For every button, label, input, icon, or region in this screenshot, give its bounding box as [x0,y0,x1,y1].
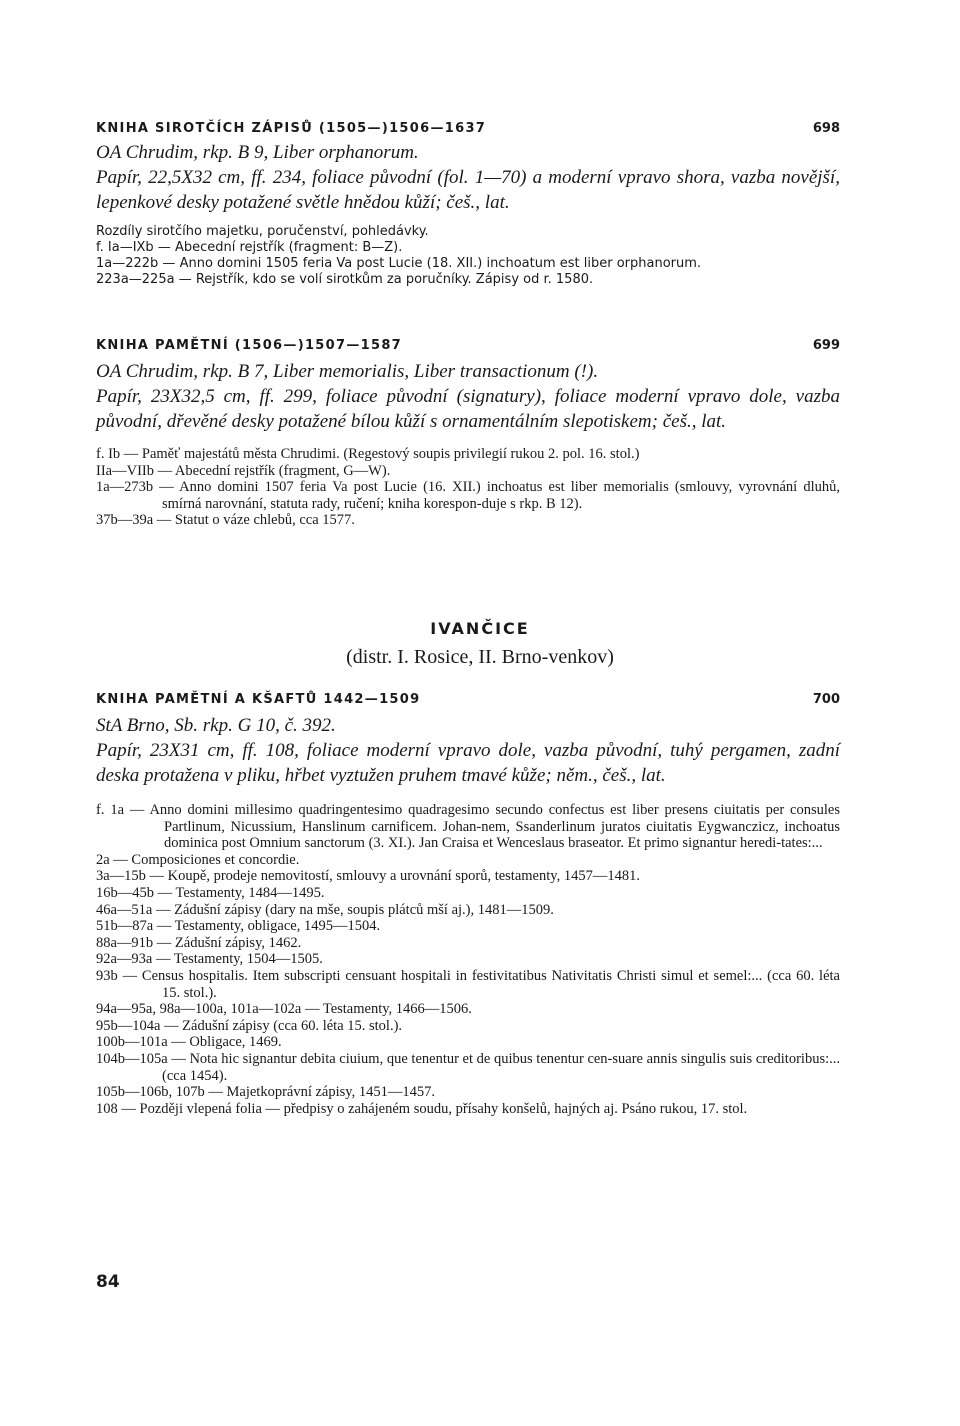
physical-description: Papír, 22,5X32 cm, ff. 234, foliace původní (fol. 1—70) a moderní vpravo shora, vazba novější, lepenkové desky potažené světle hnědou kůží; češ., lat. [96,167,840,213]
archive-reference: OA Chrudim, rkp. B 7, Liber memorialis, Liber transactionum (!). [96,361,599,382]
entry-title: KNIHA SIROTČÍCH ZÁPISŮ (1505—)1506—1637 [96,121,487,136]
archive-reference: StA Brno, Sb. rkp. G 10, č. 392. [96,715,336,736]
entry-heading [96,121,840,136]
entry-description [96,359,840,434]
place-district: (distr. I. Rosice, II. Brno-venkov) [346,646,614,668]
entry-heading [96,338,840,353]
content-line: f. 1a — Anno domini millesimo quadringentesimo quadragesimo secundo confectus est liber presens ciuitatis per consules Partlinum, Nicussium, Hanslinum carnificem. Johan-nem, Ssanderlinum juratos ciuitatis Eygwanczicz, inchoatus dominica post Omnium sanctorum (3. XI.). Jan Craisa et Wenceslaus braseator. Et primo signantur heredi-tates:... [96,802,840,852]
entry-heading [96,692,840,707]
physical-description: Papír, 23X32,5 cm, ff. 299, foliace původní (signatury), foliace moderní vpravo dole, vazba původní, dřevěné desky potažené bílou kůží s ornamentálním slepotiskem; češ., lat. [96,386,840,432]
content-line: 105b—106b, 107b — Majetkoprávní zápisy, 1451—1457. [96,1084,435,1101]
entry-number: 698 [812,121,840,136]
entry-number: 699 [812,338,840,353]
content-line: 2a — Composiciones et concordie. [96,851,300,868]
entry-700 [96,692,840,1117]
place-title: IVANČICE [430,619,530,638]
content-line: 3a—15b — Koupě, prodeje nemovitostí, smlouvy a urovnání sporů, testamenty, 1457—1481. [96,868,640,885]
entry-title: KNIHA PAMĚTNÍ (1506—)1507—1587 [96,338,403,353]
physical-description: Papír, 23X31 cm, ff. 108, foliace moderní vpravo dole, vazba původní, tuhý pergamen, zadní deska protažena v pliku, hřbet vyztužen pruhem tmavé kůže; něm., češ., lat. [96,740,840,786]
entry-number: 700 [812,692,840,707]
entry-contents [96,802,840,1117]
entry-699 [96,338,840,529]
content-line: 46a—51a — Zádušní zápisy (dary na mše, soupis plátců mší aj.), 1481—1509. [96,901,554,918]
content-line: Rozdíly sirotčího majetku, poručenství, pohledávky. [96,224,429,239]
content-line: 223a—225a — Rejstřík, kdo se volí sirotkům za poručníky. Zápisy od r. 1580. [96,272,594,287]
content-line: 92a—93a — Testamenty, 1504—1505. [96,951,323,968]
entry-698 [96,121,840,288]
entry-title: KNIHA PAMĚTNÍ A KŠAFTŮ 1442—1509 [96,692,421,707]
content-line: 108 — Později vlepená folia — předpisy o zahájeném soudu, přísahy konšelů, hajných aj. Psáno rukou, 17. stol. [96,1100,748,1117]
content-line: 93b — Census hospitalis. Item subscripti censuant hospitali in festivitatibus Nativitatis Christi simul et semel:... (cca 60. léta 15. stol.). [96,967,840,1001]
entry-contents [96,446,840,529]
page-number: 84 [96,1272,120,1292]
content-line: 95b—104a — Zádušní zápisy (cca 60. léta 15. stol.). [96,1017,403,1034]
archive-reference: OA Chrudim, rkp. B 9, Liber orphanorum. [96,142,419,163]
content-line: 100b—101a — Obligace, 1469. [96,1034,282,1051]
content-line: 16b—45b — Testamenty, 1484—1495. [96,884,325,901]
content-line: 37b—39a — Statut o váze chlebů, cca 1577. [96,512,355,529]
content-line: f. Ia—IXb — Abecední rejstřík (fragment: B—Z). [96,240,403,255]
content-line: 104b—105a — Nota hic signantur debita ciuium, que tenentur et de quibus tenentur cen-suare annis singulis suis creditoribus:... (cca 1454). [96,1050,840,1084]
content-line: 94a—95a, 98a—100a, 101a—102a — Testamenty, 1466—1506. [96,1001,472,1018]
entry-contents [96,224,840,288]
content-line: 1a—222b — Anno domini 1505 feria Va post Lucie (18. XII.) inchoatum est liber orphanorum. [96,256,702,271]
content-line: 1a—273b — Anno domini 1507 feria Va post Lucie (16. XII.) inchoatus est liber memorialis (smlouvy, vyrovnání dluhů, smírná narovnání, statuta rady, ručení; kniha korespon-duje s rkp. B 12). [96,479,840,512]
content-line: IIa—VIIb — Abecední rejstřík (fragment, G—W). [96,462,391,479]
content-line: 51b—87a — Testamenty, obligace, 1495—1504. [96,918,381,935]
content-line: f. Ib — Paměť majestátů města Chrudimi. (Regestový soupis privilegií rukou 2. pol. 16. stol.) [96,446,640,462]
content-line: 88a—91b — Zádušní zápisy, 1462. [96,934,302,951]
entry-description [96,140,840,215]
entry-description [96,713,840,788]
